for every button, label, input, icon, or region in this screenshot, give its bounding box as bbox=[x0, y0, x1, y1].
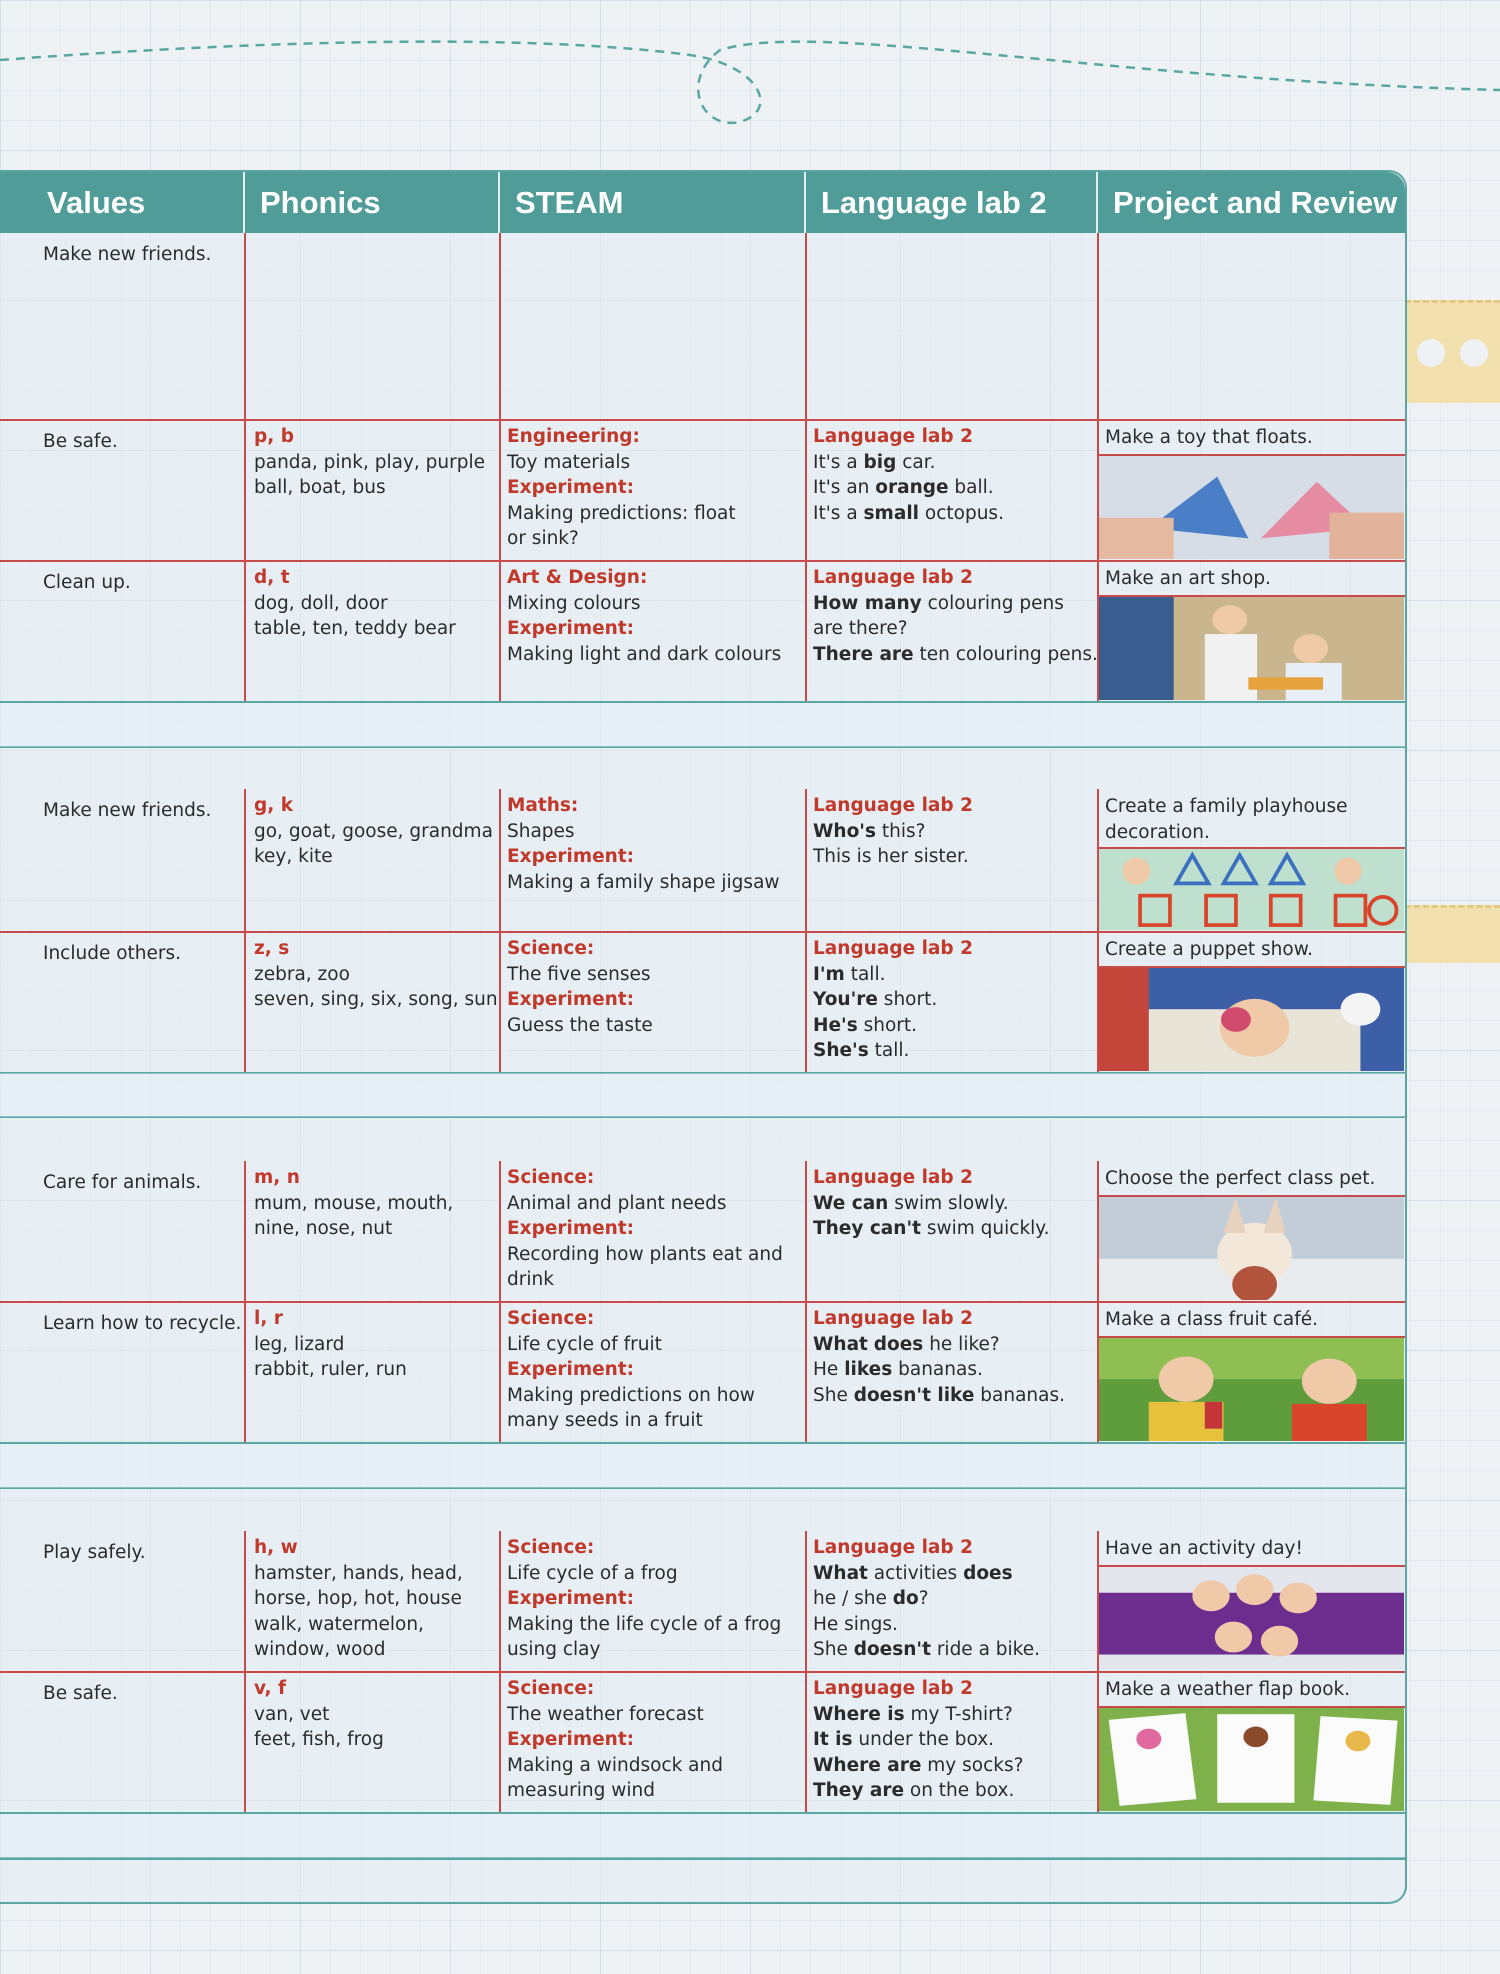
phonics-cell bbox=[254, 1535, 463, 1663]
phonics-cell bbox=[254, 424, 485, 501]
cell-line: rabbit, ruler, run bbox=[254, 1359, 407, 1381]
steam-cell bbox=[507, 1165, 783, 1293]
tape-hole bbox=[1460, 339, 1488, 367]
cell-line: Shapes bbox=[507, 820, 575, 842]
cell-line: dog, doll, door bbox=[254, 592, 388, 614]
language-lab-cell bbox=[813, 565, 1098, 667]
steam-cell bbox=[507, 1306, 755, 1434]
project-photo bbox=[1099, 968, 1404, 1071]
cell-line: Toy materials bbox=[507, 451, 631, 473]
column-divider bbox=[805, 1672, 807, 1813]
cell-line: window, wood bbox=[254, 1639, 386, 1661]
row-divider bbox=[0, 560, 1405, 562]
cell-line: horse, hop, hot, house bbox=[254, 1588, 462, 1610]
column-divider bbox=[244, 233, 246, 420]
dashed-swirl-decoration bbox=[0, 0, 1500, 150]
cell-line: feet, fish, frog bbox=[254, 1729, 384, 1751]
steam-cell bbox=[507, 793, 780, 895]
column-divider bbox=[244, 1161, 246, 1302]
column-divider bbox=[805, 932, 807, 1073]
project-title-line: Make a weather flap book. bbox=[1105, 1679, 1351, 1700]
phonics-cell bbox=[254, 1676, 384, 1753]
cell-line: table, ten, teddy bear bbox=[254, 618, 456, 640]
cell-line: They can't swim quickly. bbox=[813, 1218, 1050, 1240]
cell-line: Language lab 2 bbox=[813, 938, 973, 959]
project-title bbox=[1105, 1677, 1350, 1703]
cell-line: Experiment: bbox=[507, 618, 635, 640]
project-photo bbox=[1099, 456, 1404, 559]
cell-line: There are ten colouring pens. bbox=[813, 643, 1098, 665]
cell-line: panda, pink, play, purple bbox=[254, 451, 485, 473]
cell-line: Art & Design: bbox=[507, 567, 648, 588]
project-title bbox=[1105, 566, 1271, 592]
project-title-line: decoration. bbox=[1105, 821, 1210, 843]
cell-line: v, f bbox=[254, 1678, 287, 1699]
language-lab-cell bbox=[813, 793, 973, 870]
cell-line: Making predictions: float bbox=[507, 502, 736, 524]
cell-line: How many colouring pens bbox=[813, 592, 1064, 614]
cell-line: We can swim slowly. bbox=[813, 1192, 1009, 1214]
cell-line: van, vet bbox=[254, 1703, 330, 1725]
column-divider bbox=[499, 1531, 501, 1672]
cell-line: many seeds in a fruit bbox=[507, 1410, 703, 1432]
values-cell: Be safe. bbox=[43, 431, 118, 452]
project-photo bbox=[1099, 1338, 1404, 1441]
project-photo bbox=[1099, 1197, 1404, 1300]
cell-line: Life cycle of a frog bbox=[507, 1562, 678, 1584]
phonics-cell bbox=[254, 565, 456, 642]
project-title-line: Make a class fruit café. bbox=[1105, 1309, 1319, 1330]
cell-line: Experiment: bbox=[507, 846, 635, 868]
column-divider bbox=[805, 561, 807, 702]
cell-line: Recording how plants eat and bbox=[507, 1243, 783, 1265]
cell-line: p, b bbox=[254, 426, 294, 447]
column-divider bbox=[244, 420, 246, 561]
column-divider bbox=[499, 561, 501, 702]
cell-line: Making predictions on how bbox=[507, 1384, 755, 1406]
language-lab-cell bbox=[813, 1306, 1065, 1408]
steam-cell bbox=[507, 936, 653, 1038]
cell-line: Who's this? bbox=[813, 820, 926, 842]
cell-line: The weather forecast bbox=[507, 1703, 704, 1725]
project-photo bbox=[1099, 597, 1404, 700]
phonics-cell bbox=[254, 1306, 407, 1383]
values-cell: Care for animals. bbox=[43, 1172, 202, 1193]
column-divider bbox=[805, 420, 807, 561]
column-divider bbox=[805, 1531, 807, 1672]
column-divider bbox=[805, 1161, 807, 1302]
cell-line: Science: bbox=[507, 1678, 595, 1699]
cell-line: Where are my socks? bbox=[813, 1754, 1024, 1776]
cell-line: She doesn't ride a bike. bbox=[813, 1639, 1040, 1661]
cell-line: Science: bbox=[507, 1308, 595, 1329]
cell-line: drink bbox=[507, 1269, 554, 1291]
cell-line: It's an orange ball. bbox=[813, 477, 994, 499]
values-cell: Play safely. bbox=[43, 1542, 146, 1563]
language-lab-cell bbox=[813, 936, 973, 1064]
project-title-line: Make a toy that floats. bbox=[1105, 427, 1313, 448]
cell-line: l, r bbox=[254, 1308, 283, 1329]
table-header-row bbox=[0, 172, 1405, 233]
cell-line: ball, boat, bus bbox=[254, 477, 386, 499]
project-title bbox=[1105, 1307, 1318, 1333]
values-cell: Include others. bbox=[43, 943, 182, 964]
language-lab-cell bbox=[813, 424, 1004, 526]
cell-line: or sink? bbox=[507, 528, 579, 550]
cell-line: They are on the box. bbox=[813, 1780, 1015, 1802]
column-divider bbox=[244, 789, 246, 932]
cell-line: z, s bbox=[254, 938, 290, 959]
language-lab-cell bbox=[813, 1165, 1049, 1242]
tape-strip-decoration bbox=[1405, 300, 1500, 403]
project-title-line: Choose the perfect class pet. bbox=[1105, 1168, 1376, 1189]
cell-line: go, goat, goose, grandma bbox=[254, 820, 493, 842]
values-cell: Learn how to recycle. bbox=[43, 1313, 242, 1334]
column-divider bbox=[499, 233, 501, 420]
column-divider bbox=[244, 1302, 246, 1443]
project-title bbox=[1105, 794, 1348, 845]
steam-cell bbox=[507, 1535, 781, 1663]
values-cell: Be safe. bbox=[43, 1683, 118, 1704]
unit-band bbox=[0, 1814, 1405, 1858]
project-title bbox=[1105, 425, 1313, 451]
cell-line: are there? bbox=[813, 618, 908, 640]
row-divider bbox=[0, 419, 1405, 421]
cell-line: Science: bbox=[507, 938, 595, 959]
values-cell: Clean up. bbox=[43, 572, 131, 593]
project-title-line: Create a family playhouse bbox=[1105, 796, 1348, 817]
cell-line: Experiment: bbox=[507, 1588, 635, 1610]
phonics-cell bbox=[254, 936, 498, 1013]
header-language-lab: Language lab 2 bbox=[806, 172, 1098, 233]
cell-line: Making the life cycle of a frog bbox=[507, 1613, 782, 1635]
cell-line: Making a family shape jigsaw bbox=[507, 871, 780, 893]
cell-line: He sings. bbox=[813, 1613, 898, 1635]
cell-line: Language lab 2 bbox=[813, 1167, 973, 1188]
cell-line: Animal and plant needs bbox=[507, 1192, 727, 1214]
column-divider bbox=[244, 932, 246, 1073]
cell-line: using clay bbox=[507, 1639, 601, 1661]
cell-line: This is her sister. bbox=[813, 846, 969, 868]
language-lab-cell bbox=[813, 1535, 1040, 1663]
cell-line: nine, nose, nut bbox=[254, 1218, 393, 1240]
column-divider bbox=[499, 789, 501, 932]
tape-hole bbox=[1417, 339, 1445, 367]
column-divider bbox=[499, 1302, 501, 1443]
project-title-line: Create a puppet show. bbox=[1105, 939, 1314, 960]
unit-band bbox=[0, 1073, 1405, 1117]
values-cell: Make new friends. bbox=[43, 244, 212, 265]
unit-band bbox=[0, 703, 1405, 747]
project-photo bbox=[1099, 849, 1404, 930]
row-divider bbox=[0, 1671, 1405, 1673]
cell-line: I'm tall. bbox=[813, 963, 886, 985]
column-divider bbox=[244, 1531, 246, 1672]
column-divider bbox=[499, 1672, 501, 1813]
cell-line: Experiment: bbox=[507, 1729, 635, 1751]
project-title bbox=[1105, 1166, 1375, 1192]
cell-line: leg, lizard bbox=[254, 1333, 345, 1355]
values-cell: Make new friends. bbox=[43, 800, 212, 821]
steam-cell bbox=[507, 424, 736, 552]
cell-line: Maths: bbox=[507, 795, 579, 816]
cell-line: Science: bbox=[507, 1537, 595, 1558]
cell-line: He likes bananas. bbox=[813, 1359, 983, 1381]
phonics-cell bbox=[254, 1165, 453, 1242]
cell-line: Language lab 2 bbox=[813, 1308, 973, 1329]
project-title bbox=[1105, 937, 1313, 963]
header-phonics: Phonics bbox=[245, 172, 500, 233]
cell-line: Experiment: bbox=[507, 1359, 635, 1381]
cell-line: Language lab 2 bbox=[813, 795, 973, 816]
cell-line: It is under the box. bbox=[813, 1729, 995, 1751]
tape-strip-decoration bbox=[1405, 905, 1500, 963]
cell-line: m, n bbox=[254, 1167, 300, 1188]
column-divider bbox=[499, 932, 501, 1073]
row-divider bbox=[0, 1301, 1405, 1303]
cell-line: She's tall. bbox=[813, 1040, 910, 1062]
cell-line: hamster, hands, head, bbox=[254, 1562, 463, 1584]
cell-line: You're short. bbox=[813, 989, 938, 1011]
cell-line: It's a big car. bbox=[813, 451, 936, 473]
cell-line: What does he like? bbox=[813, 1333, 1000, 1355]
phonics-cell bbox=[254, 793, 493, 870]
header-values: Values bbox=[0, 172, 245, 233]
cell-line: seven, sing, six, song, sun bbox=[254, 989, 498, 1011]
cell-line: Engineering: bbox=[507, 426, 640, 447]
cell-line: g, k bbox=[254, 795, 294, 816]
cell-line: Science: bbox=[507, 1167, 595, 1188]
steam-cell bbox=[507, 1676, 723, 1804]
header-project-review: Project and Review bbox=[1113, 185, 1398, 220]
cell-line: zebra, zoo bbox=[254, 963, 350, 985]
cell-line: h, w bbox=[254, 1537, 298, 1558]
cell-line: he / she do? bbox=[813, 1588, 929, 1610]
cell-line: walk, watermelon, bbox=[254, 1613, 424, 1635]
column-divider bbox=[244, 561, 246, 702]
cell-line: Life cycle of fruit bbox=[507, 1333, 662, 1355]
project-photo bbox=[1099, 1567, 1404, 1670]
unit-band-line bbox=[0, 1858, 1405, 1860]
cell-line: measuring wind bbox=[507, 1780, 655, 1802]
cell-line: Language lab 2 bbox=[813, 1537, 973, 1558]
column-divider bbox=[1097, 233, 1099, 420]
cell-line: She doesn't like bananas. bbox=[813, 1384, 1066, 1406]
cell-line: mum, mouse, mouth, bbox=[254, 1192, 454, 1214]
cell-line: Language lab 2 bbox=[813, 1678, 973, 1699]
cell-line: Making a windsock and bbox=[507, 1754, 723, 1776]
cell-line: He's short. bbox=[813, 1014, 918, 1036]
column-divider bbox=[244, 1672, 246, 1813]
column-divider bbox=[805, 789, 807, 932]
project-photo bbox=[1099, 1708, 1404, 1811]
cell-line: The five senses bbox=[507, 963, 651, 985]
cell-line: Guess the taste bbox=[507, 1014, 653, 1036]
cell-line: d, t bbox=[254, 567, 290, 588]
cell-line: Experiment: bbox=[507, 1218, 635, 1240]
column-divider bbox=[805, 1302, 807, 1443]
cell-line: Experiment: bbox=[507, 989, 635, 1011]
steam-cell bbox=[507, 565, 781, 667]
cell-line: Language lab 2 bbox=[813, 426, 973, 447]
cell-line: Making light and dark colours bbox=[507, 643, 782, 665]
unit-band bbox=[0, 1444, 1405, 1488]
cell-line: Where is my T-shirt? bbox=[813, 1703, 1013, 1725]
cell-line: Language lab 2 bbox=[813, 567, 973, 588]
language-lab-cell bbox=[813, 1676, 1023, 1804]
project-title-line: Make an art shop. bbox=[1105, 568, 1271, 589]
project-title-line: Have an activity day! bbox=[1105, 1538, 1303, 1559]
cell-line: It's a small octopus. bbox=[813, 502, 1004, 524]
column-divider bbox=[499, 1161, 501, 1302]
syllabus-table bbox=[0, 170, 1407, 1904]
header-steam: STEAM bbox=[500, 172, 806, 233]
cell-line: Mixing colours bbox=[507, 592, 641, 614]
cell-line: What activities does bbox=[813, 1562, 1013, 1584]
project-title bbox=[1105, 1536, 1303, 1562]
cell-line: Experiment: bbox=[507, 477, 635, 499]
row-divider bbox=[0, 931, 1405, 933]
column-divider bbox=[499, 420, 501, 561]
cell-line: key, kite bbox=[254, 846, 333, 868]
column-divider bbox=[805, 233, 807, 420]
